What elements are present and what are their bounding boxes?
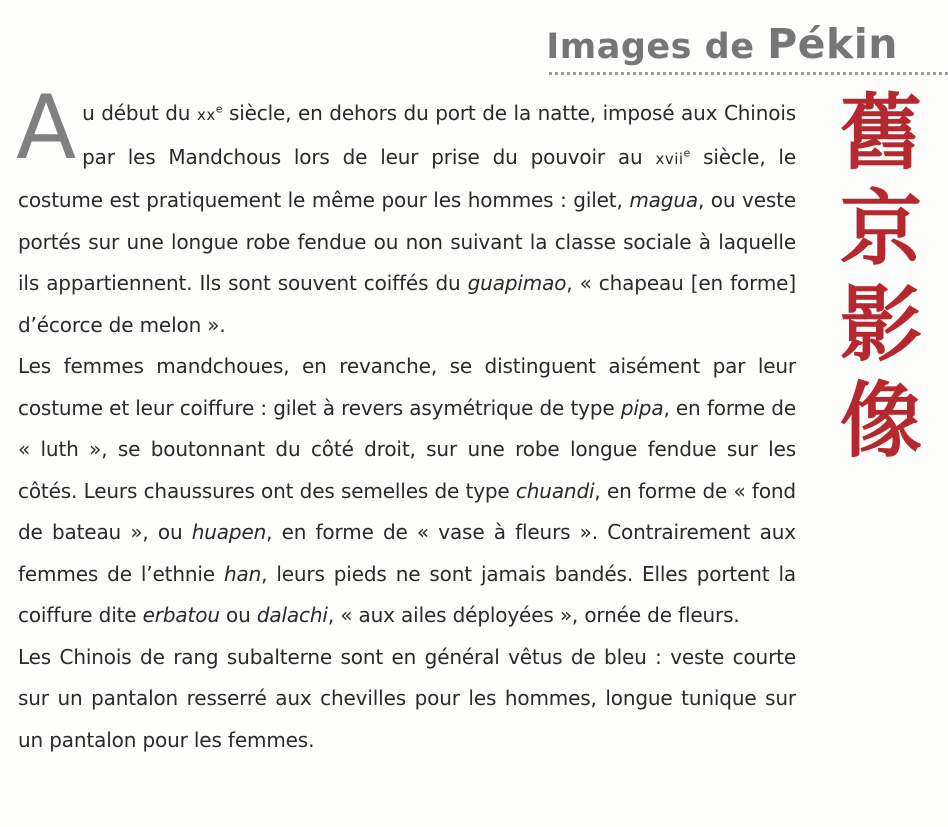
chinese-char: 京 [839,181,922,277]
paragraph-3 [18,637,796,762]
italic-term: huapen [191,520,267,544]
text-run: , ou veste portés sur une longue robe fendue ou non suivant la classe sociale à laquelle ils appartiennent. Ils sont souvent coiffés du [18,188,796,295]
page-title [546,20,898,68]
paragraph-2 [18,346,796,637]
text-run: siècle, en dehors du port de la natte, imposé aux Chinois par les Mandchous lors de leur prise du pouvoir au [82,101,796,169]
text-run: u début du [82,101,197,125]
page-title-prefix: Images de [546,27,768,67]
chinese-char: 舊 [839,85,922,181]
text-run: , leurs pieds ne sont jamais bandés. Elles portent la coiffure dite [18,561,796,627]
title-dotted-rule [549,72,948,75]
vertical-chinese-title [826,85,936,469]
text-run: Les femmes mandchoues, en revanche, se distinguent aisément par leur costume et leur coiffure : gilet à revers asymétrique de type [18,354,796,420]
chinese-char: 影 [839,277,922,373]
century-numeral: xvii [655,149,684,168]
article-text [16,76,796,761]
italic-term: han [223,561,262,586]
superscript: e [683,145,691,159]
italic-term: chuandi [515,478,595,503]
text-run: , « aux ailes déployées », ornée de fleurs. [327,603,740,627]
text-run: , en forme de « luth », se boutonnant du côté droit, sur une robe longue fendue sur les côtés. Leurs chaussures ont des semelles de type [18,395,796,503]
text-run: , en forme de « fond de bateau », ou [18,478,796,544]
text-run: siècle, le costume est pratiquement le même pour les hommes : gilet, [18,144,796,212]
century-numeral: xx [196,106,216,124]
text-run: Les Chinois de rang subalterne sont en général vêtus de bleu : veste courte sur un pantalon resserré aux chevilles pour les hommes, longue tunique sur un pantalon pour les femmes. [18,644,796,752]
italic-term: erbatou [142,603,220,627]
italic-term: pipa [620,395,664,420]
italic-term: guapimao [467,271,567,295]
text-run: ou [219,603,257,627]
chinese-char: 像 [839,373,922,469]
text-run: , « chapeau [en forme] d’écorce de melon ». [18,271,796,337]
superscript: e [215,102,223,116]
paragraph-1 [16,76,796,346]
drop-cap: A [16,76,77,179]
italic-term: dalachi [256,603,328,627]
italic-term: magua [629,188,698,212]
page-title-main: Pékin [767,20,898,68]
text-run: , en forme de « vase à fleurs ». Contrairement aux femmes de l’ethnie [18,520,796,586]
